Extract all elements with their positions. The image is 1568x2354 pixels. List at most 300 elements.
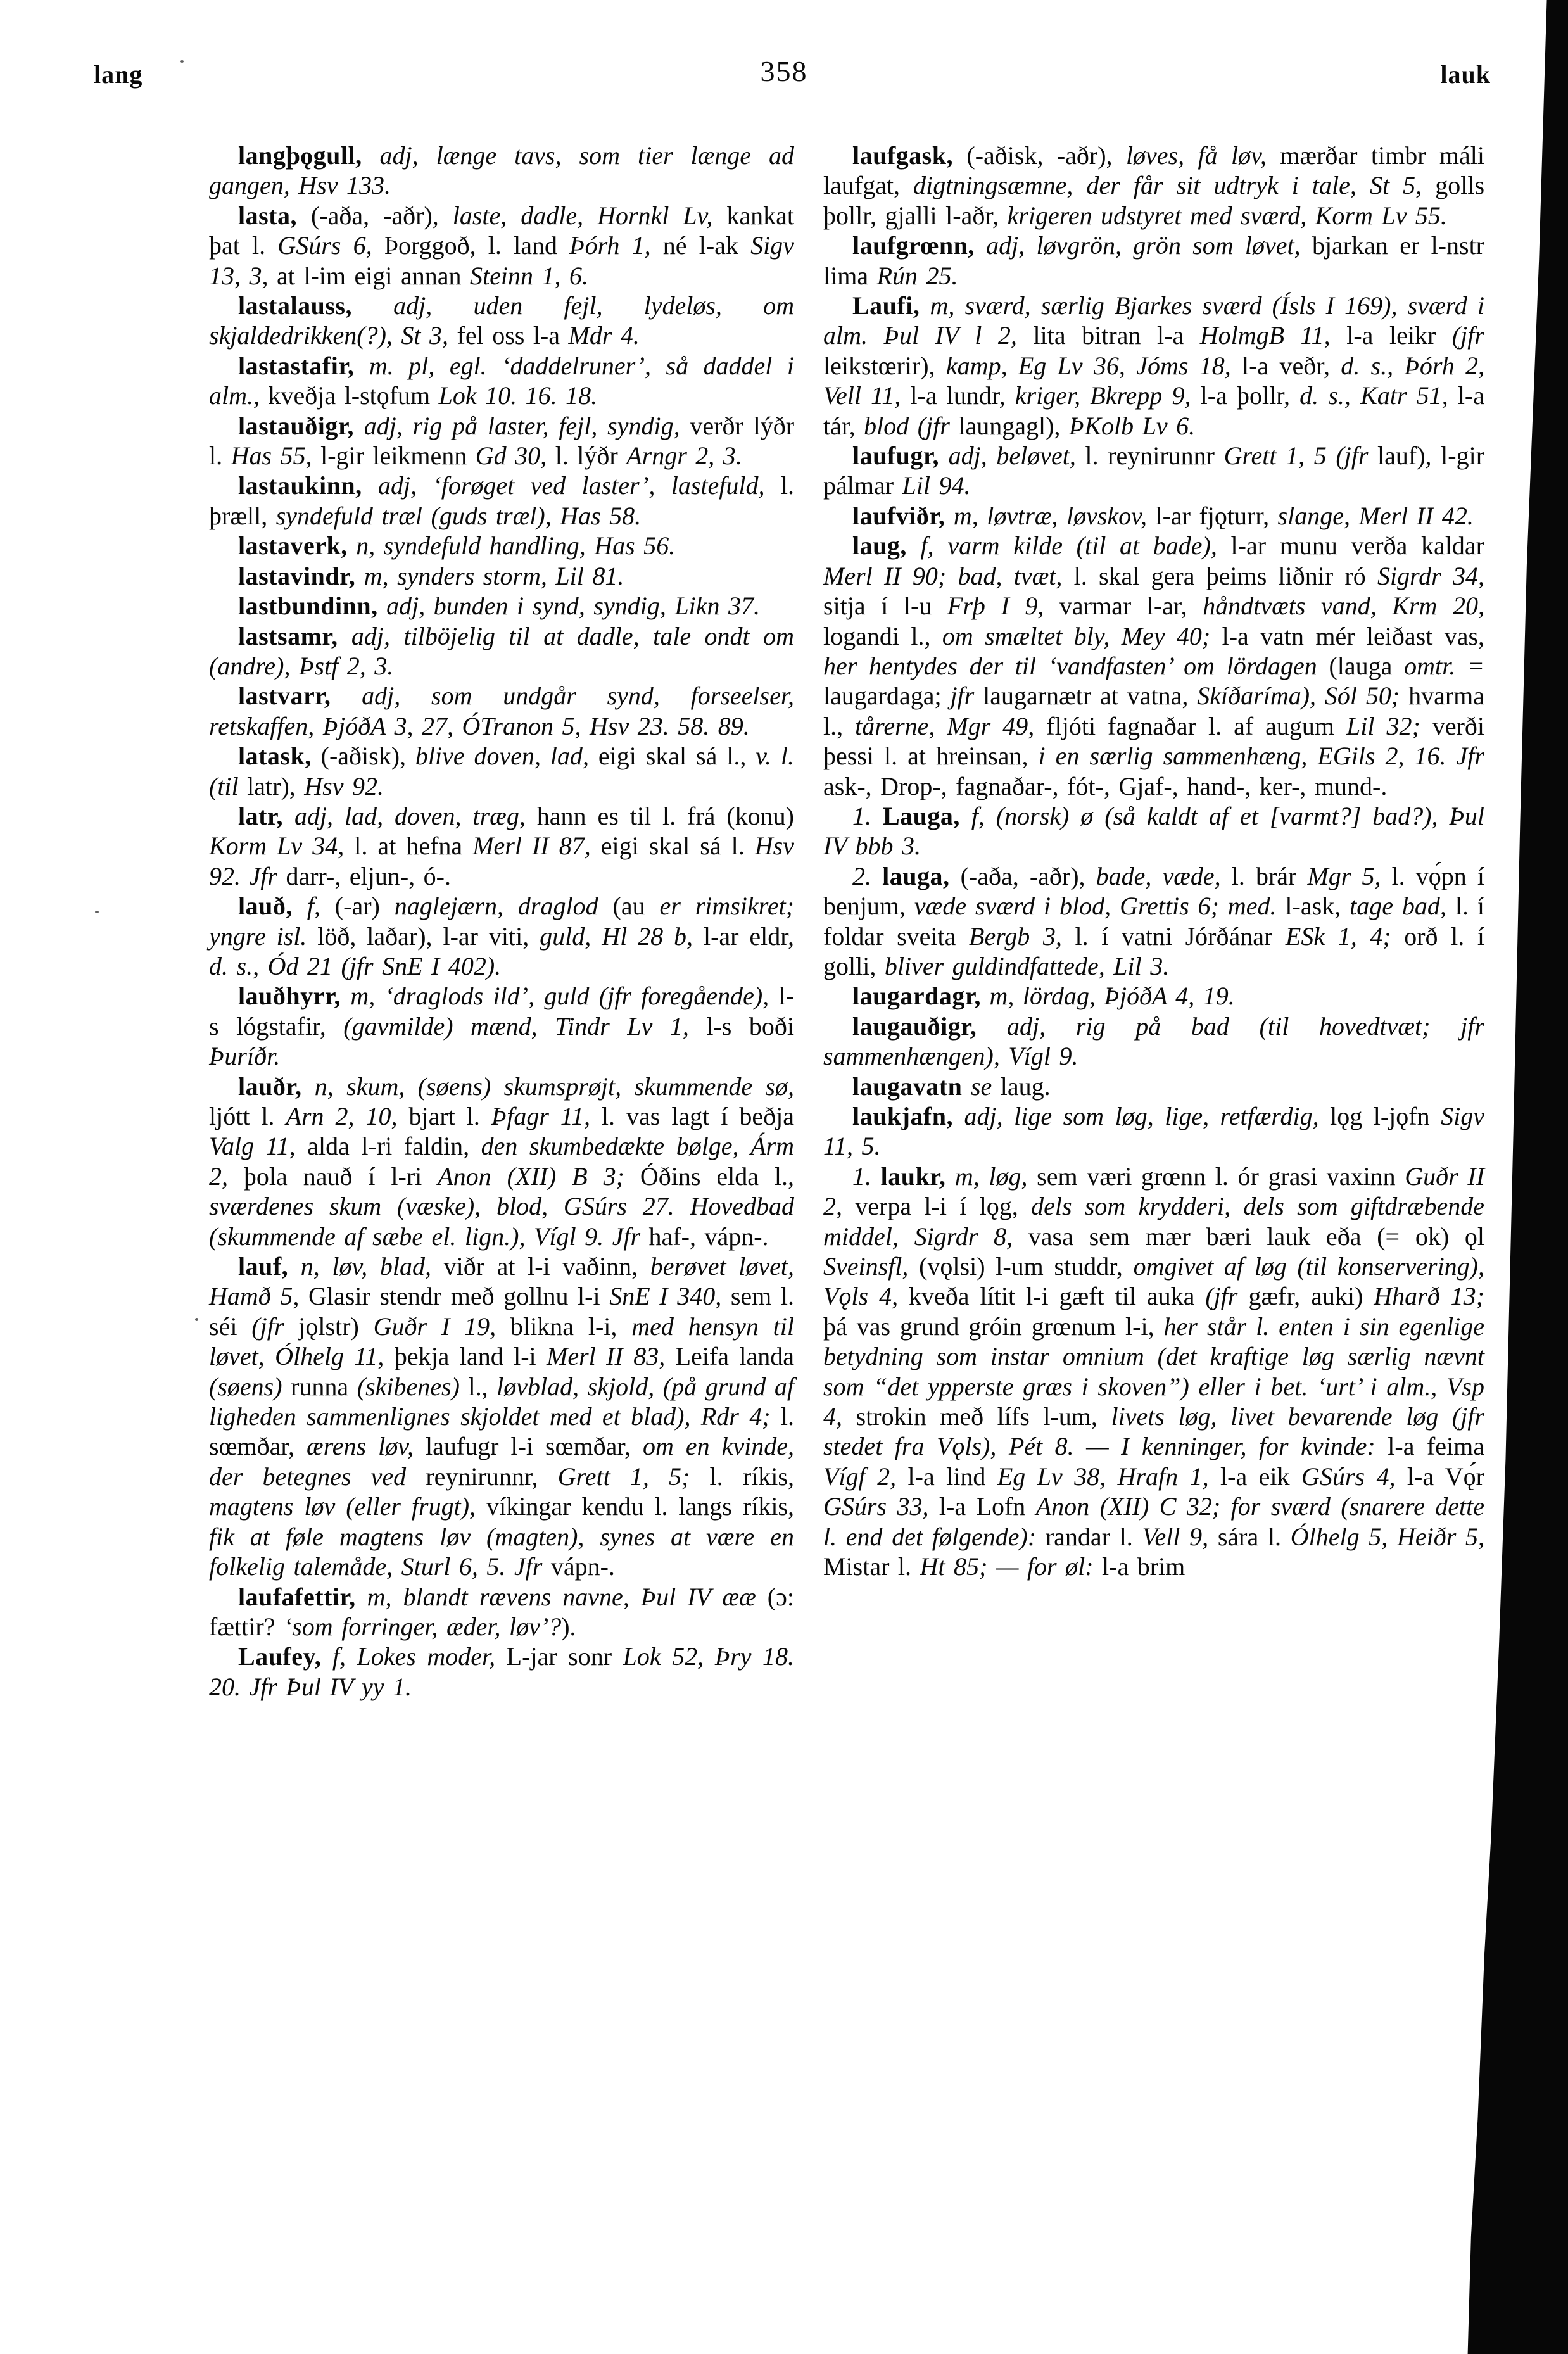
entry-text-segment: fik at føle magtens løv (magten), synes at være en folkelig talemåde, Sturl 6, 5. Jfr — [209, 1522, 794, 1581]
entry-text-segment: l-a leikr — [1330, 321, 1452, 350]
entry-text-segment: (-aðisk, -aðr), — [953, 141, 1126, 170]
entry-text-segment: Merl II 90; bad, tvæt, — [823, 561, 1063, 590]
entry-text-segment: sitja í l-u — [823, 592, 947, 621]
headword: lasta, — [238, 201, 297, 230]
entry-text-segment: at l-im eigi annan — [268, 261, 471, 290]
entry-text-segment: l. brár — [1220, 861, 1308, 890]
entry-lauga1 — [823, 801, 1484, 861]
entry-text-segment: adj, uden fejl, lydeløs, om skjaldedrikken(?), St 3, — [209, 291, 794, 350]
entry-text-segment: l-ar eldr, — [693, 921, 794, 951]
entry-text-segment: blikna l-i, — [496, 1312, 632, 1341]
entry-text-segment: adj, beløvet, — [939, 441, 1076, 471]
entry-laukjafn — [823, 1101, 1484, 1161]
headword: lastvarr, — [238, 681, 331, 711]
entry-text-segment: laugarnætr at vatna, — [974, 681, 1198, 711]
entry-text-segment: l. þræll, — [209, 471, 794, 530]
entry-laugardagr — [823, 981, 1484, 1011]
entry-text-segment: f, (norsk) ø (så kaldt af et [varmt?] bad?), Þul IV bbb 3. — [823, 801, 1485, 861]
entry-text-segment: d. s., Katr 51, — [1299, 381, 1448, 410]
entry-text-segment: Sveinsfl, — [823, 1252, 909, 1281]
entry-laufvidr — [823, 501, 1484, 531]
entry-text-segment: Guðr II 2, — [823, 1161, 1485, 1221]
entry-text-segment: Ólhelg 5, Heiðr 5, — [1290, 1522, 1484, 1551]
ink-speck — [180, 60, 184, 63]
entry-text-segment: n, løv, blad, — [288, 1252, 431, 1281]
entry-text-segment: bade, væde, — [1096, 861, 1221, 890]
entry-text-segment: m, løg, — [945, 1161, 1028, 1191]
entry-text-segment: håndtvæts vand, Krm 20, — [1203, 592, 1484, 621]
entry-text-segment: laste, dadle, Hornkl Lv, — [452, 201, 713, 230]
entry-text-segment: l-a feima — [1375, 1432, 1484, 1461]
entry-text-segment: (-ar) — [320, 892, 395, 921]
entry-text-segment: Merl II 87, — [472, 832, 591, 861]
ink-speck — [95, 911, 99, 913]
entry-text-segment: krigeren udstyret med sværd, Korm Lv 55. — [1007, 201, 1447, 230]
entry-lastbundinn — [209, 591, 794, 621]
headword: latask, — [238, 742, 312, 771]
entry-laud — [209, 891, 794, 981]
entry-text-segment: l-a veðr, — [1230, 351, 1341, 380]
entry-text-segment: kveðja l-stǫfum — [260, 381, 439, 410]
entry-text-segment: omtr. = — [1404, 651, 1484, 680]
running-head — [0, 55, 1568, 104]
entry-lastastafir — [209, 351, 794, 411]
entry-text-segment: livets løg, livet bevarende løg (jfr stedet fra Vǫls), Pét 8. — I kenninger, for kvinde: — [823, 1402, 1484, 1461]
entry-text-segment: kriger, Bkrepp 9, — [1015, 381, 1191, 410]
entry-text-segment: Vígf 2, — [823, 1462, 897, 1491]
headword: lastalauss, — [238, 291, 352, 320]
entry-text-segment: Hsv 92. Jfr — [209, 832, 794, 890]
entry-text-segment: L-jar sonr — [495, 1642, 623, 1671]
entry-text-segment: Valg 11, — [209, 1132, 296, 1161]
entry-text-segment: GSúrs 4, — [1301, 1462, 1396, 1491]
entry-text-segment: magtens løv (eller frugt), — [209, 1492, 476, 1521]
entry-text-segment: blod (jfr — [864, 411, 959, 440]
entry-text-segment: haf-, vápn-. — [640, 1222, 769, 1251]
headword: lastastafir, — [238, 351, 355, 380]
entry-text-segment: l. vas lagt í beðja — [590, 1102, 794, 1130]
entry-text-segment: Grett 1, 5; — [557, 1462, 690, 1491]
entry-text-segment: GSúrs 33, — [823, 1492, 929, 1521]
headword: laufgask, — [852, 141, 953, 170]
entry-text-segment: berøvet løvet, Hamð 5, — [209, 1252, 794, 1311]
entry-text-segment: l., — [459, 1372, 497, 1401]
entry-text-segment: l. í vatni Jórðánar — [1061, 921, 1286, 951]
entry-text-segment: adj, bunden i synd, syndig, Likn 37. — [377, 592, 760, 621]
entry-text-segment: slange, Merl II 42. — [1277, 501, 1474, 530]
entry-laugavatn — [823, 1072, 1484, 1101]
entry-latr — [209, 801, 794, 891]
headword: Lauga, — [882, 801, 960, 830]
entry-text-segment: (jfr — [251, 1312, 299, 1341]
entry-text-segment: Frþ I 9, — [947, 592, 1044, 621]
entry-text-segment: Anon (XII) B 3; — [438, 1161, 624, 1191]
entry-text-segment: f, Lokes moder, — [321, 1642, 496, 1671]
headword: lastsamr, — [238, 621, 338, 650]
entry-text-segment: kankat þat l. — [209, 201, 794, 260]
headword: lauf, — [238, 1252, 289, 1281]
headword: lastbundinn, — [238, 592, 378, 621]
entry-lauga2 — [823, 861, 1484, 982]
entry-text-segment: Sigv 13, 3, — [209, 231, 794, 290]
entry-text-segment: ærens løv, — [307, 1432, 414, 1461]
running-head-left-keyword: lang — [94, 60, 143, 89]
headword: lastaukinn, — [238, 471, 362, 500]
entry-text-segment: lauf), l-gir pálmar — [823, 441, 1485, 500]
entry-text-segment: bjart l. — [397, 1102, 491, 1130]
entry-text-segment: Glasir stendr með gollnu l-i — [299, 1282, 610, 1311]
entry-lastaverk — [209, 531, 794, 560]
entry-text-segment: Steinn 1, 6. — [470, 261, 588, 290]
entry-text-segment: adj, som undgår synd, forseelser, retskaffen, ÞjóðA 3, 27, ÓTranon 5, Hsv 23. 58. 89. — [209, 681, 794, 740]
entry-text-segment: (skibenes) — [357, 1372, 460, 1401]
entry-text-segment: syndefuld træl (guds træl), Has 58. — [275, 501, 642, 530]
entry-text-segment: l-a Lofn — [928, 1492, 1036, 1521]
entry-text-segment: m, ‘draglods ild’, guld (jfr foregående), — [340, 982, 769, 1011]
entry-text-segment: þá vas grund gróin grœnum l-i, — [823, 1312, 1164, 1341]
entry-text-segment: Þuríðr. — [209, 1042, 281, 1071]
entry-laufafettir — [209, 1582, 794, 1642]
entry-text-segment: laugardaga; — [823, 681, 951, 711]
entry-text-segment: Eg Lv 38, Hrafn 1, — [997, 1462, 1209, 1491]
entry-text-segment: l. ríkis, — [690, 1462, 794, 1491]
entry-text-segment: d. s., Þórh 2, Vell 11, — [823, 351, 1485, 410]
entry-text-segment: verðr lýðr l. — [209, 411, 795, 471]
entry-text-segment: Arn 2, 10, — [286, 1102, 398, 1130]
entry-text-segment: guld, Hl 28 b, — [540, 921, 693, 951]
entry-text-segment: Hsv 92. — [304, 771, 384, 800]
entry-text-segment: Guðr I 19, — [373, 1312, 496, 1341]
entry-text-segment: Sigv 11, 5. — [823, 1102, 1485, 1161]
entry-text-segment: adj, længe tavs, som tier længe ad gangen, Hsv 133. — [209, 141, 794, 200]
entry-text-segment: fljóti fagnaðar l. af augum — [1034, 711, 1347, 740]
entry-text-segment: Anon (XII) C 32; for sværd (snarere dette l. end det følgende): — [823, 1492, 1484, 1551]
headword: Laufi, — [852, 291, 920, 320]
entry-text-segment: f, — [292, 892, 320, 921]
entry-text-segment: om smæltet bly, Mey 40; — [942, 621, 1211, 650]
headword: lastaverk, — [238, 531, 348, 560]
entry-text-segment: 1. — [852, 1161, 881, 1191]
entry-text-segment: Lil 32; — [1346, 711, 1420, 740]
headword: laufviðr, — [852, 501, 945, 530]
entry-latask — [209, 741, 794, 801]
entry-text-segment: væde sværd i blod, Grettis 6; med. — [914, 892, 1277, 921]
entry-text-segment: orð l. í golli, — [823, 921, 1484, 980]
entry-text-segment: víkingar kendu l. langs ríkis, — [476, 1492, 795, 1521]
entry-text-segment: kamp, Eg Lv 36, Jóms 18, — [945, 351, 1231, 380]
headword: laugardagr, — [852, 982, 981, 1011]
left-text-column — [209, 141, 794, 1702]
entry-text-segment: m, sværd, særlig Bjarkes sværd (Ísls I 169), sværd i alm. Þul IV l 2, — [823, 291, 1484, 350]
entry-text-segment: fel oss l-a — [448, 321, 569, 350]
entry-text-segment: alda l-ri faldin, — [295, 1132, 481, 1161]
entry-text-segment: ljótt l. — [209, 1102, 286, 1130]
entry-text-segment: n, skum, (søens) skumsprøjt, skummende sø, — [301, 1072, 794, 1101]
entry-text-segment: den skumbedækte bølge, Árm 2, — [209, 1132, 794, 1191]
entry-text-segment: digtningsæmne, der får sit udtryk i tale, St 5, — [913, 171, 1422, 200]
entry-text-segment: eigi skal sá l. — [590, 832, 755, 861]
entry-text-segment: (-aða, -aðr), — [949, 861, 1096, 890]
entry-text-segment: bliver guldindfattede, Lil 3. — [884, 951, 1170, 980]
entry-text-segment: (søens) — [209, 1372, 282, 1401]
entry-laudr — [209, 1072, 794, 1251]
entry-text-segment: her hentydes der til ‘vandfasten’ om lördagen — [823, 651, 1317, 680]
entry-text-segment: Korm Lv 34, — [209, 832, 345, 861]
headword: lauga, — [882, 861, 950, 890]
entry-text-segment: l. sœmðar, — [209, 1402, 794, 1461]
entry-text-segment: verpa l-i í lǫg, — [842, 1192, 1032, 1221]
entry-text-segment: l. reynirunnr — [1075, 441, 1224, 471]
entry-lastaukinn — [209, 471, 794, 531]
entry-text-segment: Leifa landa — [665, 1342, 794, 1371]
entry-text-segment: løvblad, skjold, (på grund af ligheden sammenlignes skjoldet med et blad), Rdr 4; — [209, 1372, 794, 1431]
entry-text-segment: reynirunnr, — [406, 1462, 558, 1491]
entry-text-segment: laungagl), — [958, 411, 1069, 440]
entry-text-segment: Lil 94. — [902, 471, 971, 500]
entry-text-segment: Mdr 4. — [568, 321, 640, 350]
entry-text-segment: omgivet af løg (til konservering), Vǫls 4, — [823, 1252, 1484, 1311]
entry-text-segment: dels som krydderi, dels som giftdræbende middel, Sigrdr 8, — [823, 1192, 1484, 1251]
entry-text-segment: m. pl, egl. ‘daddelruner’, så daddel i alm., — [209, 351, 794, 410]
entry-text-segment: Óðins elda l., — [624, 1161, 794, 1191]
entry-text-segment: l-a brim — [1093, 1552, 1185, 1581]
entry-text-segment: löð, laðar), l-ar viti, — [307, 921, 540, 951]
headword: laugauðigr, — [852, 1011, 977, 1041]
entry-text-segment: Has 55, — [231, 441, 312, 471]
entry-text-segment: (-aða, -aðr), — [297, 201, 453, 230]
entry-text-segment: bjarkan er l-nstr lima — [823, 231, 1484, 290]
entry-text-segment: GSúrs 6, — [277, 231, 372, 260]
entry-text-segment: ask-, Drop-, fagnaðar-, fót-, Gjaf-, hand-, ker-, mund-. — [823, 771, 1388, 800]
entry-text-segment: adj, rig på bad (til hovedtvæt; jfr sammenhængen), Vígl 9. — [823, 1011, 1484, 1071]
entry-text-segment: tårerne, Mgr 49, — [855, 711, 1035, 740]
entry-text-segment: (vǫlsi) l-um studdr, — [908, 1252, 1134, 1281]
entry-text-segment: (ɔ: fættir? — [209, 1582, 794, 1641]
entry-text-segment: Þorggoð, l. land — [372, 231, 570, 260]
entry-text-segment: f, varm kilde (til at bade), — [906, 531, 1217, 560]
entry-text-segment: (jfr — [1205, 1282, 1249, 1311]
entry-text-segment: vápn-. — [542, 1552, 615, 1581]
entry-text-segment: l-a vatn mér leiðast vas, — [1210, 621, 1485, 650]
entry-text-segment: l. skal gera þeims liðnir ró — [1062, 561, 1377, 590]
entry-text-segment: lǫg l-jǫfn — [1318, 1102, 1441, 1130]
entry-text-segment: (au — [598, 892, 660, 921]
entry-text-segment: leikstœrir), — [823, 351, 946, 380]
entry-text-segment: adj, lige som løg, lige, retfærdig, — [953, 1102, 1319, 1130]
entry-text-segment: Ht 85; — for øl: — [920, 1552, 1094, 1581]
entry-text-segment: om en kvinde, der betegnes ved — [209, 1432, 795, 1491]
headword: laufugr, — [852, 441, 940, 471]
entry-text-segment: l. lýðr — [547, 441, 627, 471]
entry-text-segment: vasa sem mær bæri lauk eða (= ok) ǫl — [1013, 1222, 1484, 1251]
headword: lastauðigr, — [238, 411, 354, 440]
headword: lauðr, — [238, 1072, 302, 1101]
entry-text-segment: Mistar l. — [823, 1552, 920, 1581]
entry-text-segment: l. vǫ́pn í benjum, — [823, 861, 1484, 921]
entry-lauf — [209, 1251, 794, 1581]
entry-text-segment: gæfr, auki) — [1248, 1282, 1374, 1311]
entry-text-segment: l-s lógstafir, — [209, 982, 794, 1041]
entry-text-segment: Gd 30, — [475, 441, 547, 471]
entry-text-segment: SnE I 340, — [609, 1282, 722, 1311]
running-head-right-keyword: lauk — [1440, 60, 1491, 89]
entry-text-segment: eigi skal sá l., — [589, 742, 756, 771]
entry-text-segment: blive doven, lad, — [415, 742, 589, 771]
entry-text-segment: l-a lundr, — [901, 381, 1015, 410]
entry-text-segment: golls þollr, gjalli l-aðr, — [823, 171, 1485, 230]
entry-langthogull — [209, 141, 794, 201]
entry-text-segment: mærðar timbr máli laufgat, — [823, 141, 1484, 200]
page-number: 358 — [760, 55, 808, 87]
entry-text-segment: 1. — [852, 801, 883, 830]
entry-lastaudigr — [209, 411, 794, 471]
entry-laudhyrr — [209, 981, 794, 1071]
entry-text-segment: l-ar fjǫturr, — [1146, 501, 1278, 530]
entry-laug — [823, 531, 1484, 801]
entry-laufugr — [823, 441, 1484, 501]
entry-lasta — [209, 201, 794, 291]
entry-text-segment: d. s., Ód 21 (jfr SnE I 402). — [209, 951, 502, 980]
entry-text-segment: (lauga — [1317, 651, 1405, 680]
entry-text-segment: m, løvtræ, løvskov, — [945, 501, 1147, 530]
entry-text-segment: løves, få løv, — [1125, 141, 1267, 170]
entry-text-segment: l-a eik — [1208, 1462, 1301, 1491]
entry-text-segment: latr), — [247, 771, 305, 800]
entry-text-segment: l-ar munu verða kaldar — [1217, 531, 1485, 560]
entry-text-segment: Skíðaríma), Sól 50; — [1197, 681, 1400, 711]
entry-text-segment: l-gir leikmenn — [312, 441, 476, 471]
headword: laukr, — [880, 1161, 946, 1191]
headword: lauðhyrr, — [238, 982, 341, 1011]
entry-text-segment: Hharð 13; — [1374, 1282, 1484, 1311]
headword: laukjafn, — [852, 1102, 953, 1130]
entry-text-segment: runna — [282, 1372, 357, 1401]
entry-text-segment: adj, rig på laster, fejl, syndig, — [353, 411, 680, 440]
entry-text-segment: adj, ‘forøget ved laster’, lastefuld, — [362, 471, 765, 500]
entry-text-segment: (jfr — [1451, 321, 1484, 350]
entry-text-segment: l-s boði — [688, 1011, 794, 1041]
entry-laufgask — [823, 141, 1484, 231]
headword: latr, — [238, 801, 284, 830]
entry-text-segment: (-aðisk), — [311, 742, 415, 771]
entry-text-segment: darr-, eljun-, ó-. — [277, 861, 451, 890]
entry-text-segment: ‘som forringer, æder, løv’? — [283, 1612, 562, 1641]
entry-text-segment: m, lördag, ÞjóðA 4, 19. — [980, 982, 1235, 1011]
entry-lastalauss — [209, 291, 794, 351]
entry-text-segment: tage bad, — [1350, 892, 1446, 921]
entry-text-segment: hvarma l., — [823, 681, 1485, 740]
entry-text-segment: er rimsikret; yngre isl. — [209, 892, 795, 951]
entry-lastavindr — [209, 561, 794, 591]
entry-laufgroenn — [823, 231, 1484, 291]
headword: langþǫgull, — [238, 141, 362, 170]
entry-text-segment: Mgr 5, — [1307, 861, 1381, 890]
entry-text-segment: l-ask, — [1276, 892, 1350, 921]
entry-text-segment: Rún 25. — [876, 261, 958, 290]
entry-text-segment: sem l. séi — [209, 1282, 794, 1341]
entry-laukr1 — [823, 1161, 1484, 1582]
entry-text-segment: varmar l-ar, — [1044, 592, 1203, 621]
headword: laugavatn — [852, 1072, 963, 1101]
entry-text-segment: sára l. — [1208, 1522, 1291, 1551]
entry-text-segment: lita bitran l-a — [1016, 321, 1200, 350]
entry-text-segment: Grett 1, 5 (jfr — [1223, 441, 1378, 471]
entry-text-segment: adj, tilböjelig til at dadle, tale ondt om (andre), Þstf 2, 3. — [209, 621, 794, 680]
entry-text-segment: laufugr l-i sœmðar, — [414, 1432, 643, 1461]
entry-text-segment: n, syndefuld handling, Has 56. — [347, 531, 676, 560]
entry-text-segment: Þfagr 11, — [491, 1102, 590, 1130]
entry-text-segment: ESk 1, 4; — [1285, 921, 1391, 951]
entry-text-segment: m, blandt rævens navne, Þul IV ææ — [355, 1582, 756, 1611]
headword: laug, — [852, 531, 907, 560]
entry-text-segment: jfr — [950, 681, 975, 711]
entry-text-segment: laug. — [992, 1072, 1051, 1101]
entry-text-segment: hann es til l. frá (konu) — [525, 801, 795, 830]
entry-text-segment: jǫlstr) — [298, 1312, 374, 1341]
entry-text-segment: l. í foldar sveita — [823, 892, 1484, 951]
entry-text-segment: med hensyn til løvet, Ólhelg 11, — [209, 1312, 795, 1371]
entry-text-segment: randar l. — [1036, 1522, 1142, 1551]
entry-text-segment: Lok 10. 16. 18. — [438, 381, 598, 410]
entry-text-segment: m, synders storm, Lil 81. — [355, 561, 624, 590]
right-text-column — [823, 141, 1484, 1582]
entry-text-segment: kveða lítit l-i gæft til auka — [898, 1282, 1206, 1311]
entry-text-segment: sem væri grœnn l. ór grasi vaxinn — [1027, 1161, 1405, 1191]
entry-text-segment: 2. — [852, 861, 883, 890]
entry-text-segment: þola nauð í l-ri — [228, 1161, 438, 1191]
entry-text-segment: Arngr 2, 3. — [626, 441, 742, 471]
entry-laufey — [209, 1642, 794, 1702]
entry-text-segment: l-a tár, — [823, 381, 1485, 440]
entry-text-segment: sværdenes skum (væske), blod, GSúrs 27. Hovedbad (skummende af sæbe el. lign.), Vígl 9. Jfr — [209, 1192, 794, 1251]
entry-text-segment: i en særlig sammenhæng, EGils 2, 16. Jfr — [1038, 742, 1484, 771]
entry-text-segment: ÞKolb Lv 6. — [1068, 411, 1196, 440]
entry-text-segment: verði þessi l. at hreinsan, — [823, 711, 1484, 771]
entry-text-segment: strokin með lífs l-um, — [842, 1402, 1111, 1431]
entry-text-segment: l-a lind — [896, 1462, 997, 1491]
entry-text-segment: Lok 52, Þry 18. 20. Jfr Þul IV yy 1. — [209, 1642, 794, 1701]
entry-text-segment: adj, lad, doven, træg, — [283, 801, 526, 830]
entry-text-segment: Þórh 1, — [569, 231, 651, 260]
entry-text-segment: se — [962, 1072, 992, 1101]
entry-text-segment: HolmgB 11, — [1199, 321, 1331, 350]
entry-text-segment: her står l. enten i sin egenlige betydning som instar omnium (det kraftige løg særlig nævnt som “det ypperste græs i skoven”) eller i bet. ‘urt’ i alm., Vsp 4, — [823, 1312, 1484, 1431]
entry-text-segment: né l-ak — [650, 231, 751, 260]
ink-speck — [195, 1318, 198, 1321]
headword: laufgrœnn, — [852, 231, 975, 260]
entry-text-segment: viðr at l-i vaðinn, — [431, 1252, 650, 1281]
entry-text-segment: Sigrdr 34, — [1377, 561, 1484, 590]
entry-text-segment: v. l. (til — [209, 742, 794, 800]
entry-laugaudigr — [823, 1011, 1484, 1072]
entry-text-segment: Bergb 3, — [969, 921, 1062, 951]
entry-text-segment: ). — [561, 1612, 576, 1641]
headword: lauð, — [238, 892, 293, 921]
headword: laufafettir, — [238, 1582, 356, 1611]
entry-text-segment: logandi l., — [823, 621, 942, 650]
entry-text-segment: þekja land l-i — [384, 1342, 547, 1371]
headword: lastavindr, — [238, 561, 356, 590]
entry-text-segment: Merl II 83, — [547, 1342, 666, 1371]
entry-text-segment: l-a Vǫ́r — [1395, 1462, 1485, 1491]
entry-laufi — [823, 291, 1484, 441]
headword: Laufey, — [238, 1642, 322, 1671]
entry-lastvarr — [209, 681, 794, 741]
entry-text-segment: naglejærn, draglod — [394, 892, 598, 921]
entry-text-segment: Vell 9, — [1142, 1522, 1209, 1551]
entry-text-segment: l-a þollr, — [1191, 381, 1300, 410]
entry-text-segment: (gavmilde) mænd, Tindr Lv 1, — [343, 1011, 689, 1041]
